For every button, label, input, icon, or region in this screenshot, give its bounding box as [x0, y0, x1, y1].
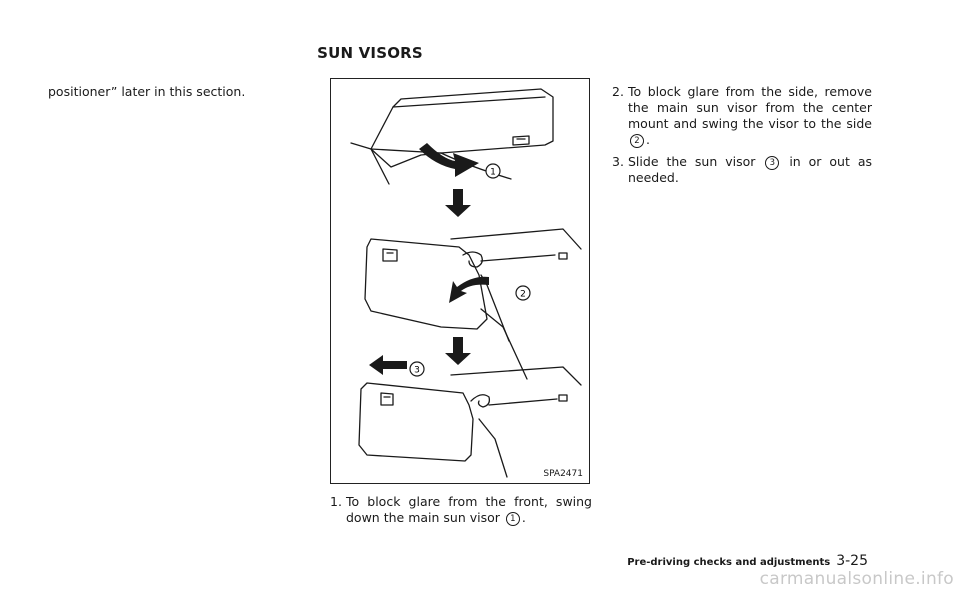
continuation-paragraph: positioner” later in this section.: [48, 84, 246, 99]
step-text: Slide the sun visor: [628, 154, 756, 169]
arrow-3: [369, 355, 407, 375]
down-arrow-1: [445, 189, 471, 217]
step-item: [330, 494, 592, 526]
sun-visor-illustration: [331, 79, 589, 483]
step-list-middle: [330, 494, 592, 532]
arrow-1: [419, 143, 479, 177]
page-number: 3-25: [836, 553, 868, 569]
section-title: SUN VISORS: [317, 44, 423, 62]
callout-1: 1: [490, 167, 496, 178]
step-text: To block glare from the side, remove the main sun visor from the center mount and swing the visor to the side: [628, 84, 872, 131]
step-text-end: .: [521, 510, 526, 525]
step-item: [612, 154, 872, 186]
step-text-end: in or out as needed.: [628, 154, 872, 185]
step-list-right: [612, 84, 872, 192]
step-number: 3.: [612, 154, 624, 169]
circled-marker: 1: [506, 512, 520, 526]
circled-marker: 2: [630, 134, 644, 148]
visor-panel-3: [359, 383, 473, 461]
step-number: 1.: [330, 494, 342, 509]
sun-visor-figure: [330, 78, 590, 484]
callout-2: 2: [520, 289, 526, 300]
down-arrow-2: [445, 337, 471, 365]
step-text-end: .: [646, 132, 650, 147]
circled-marker: 3: [765, 156, 779, 170]
page-footer: [627, 553, 868, 569]
figure-code: SPA2471: [543, 469, 583, 479]
continuation-text: [48, 84, 308, 100]
callout-3: 3: [414, 365, 420, 376]
visor-panel-1: [371, 89, 553, 167]
footer-section: Pre-driving checks and adjustments: [627, 557, 831, 568]
step-item: [612, 84, 872, 148]
watermark-text: carmanualsonline.info: [759, 569, 954, 589]
step-number: 2.: [612, 84, 624, 99]
step-text: To block glare from the front, swing down the main sun visor: [346, 494, 592, 525]
